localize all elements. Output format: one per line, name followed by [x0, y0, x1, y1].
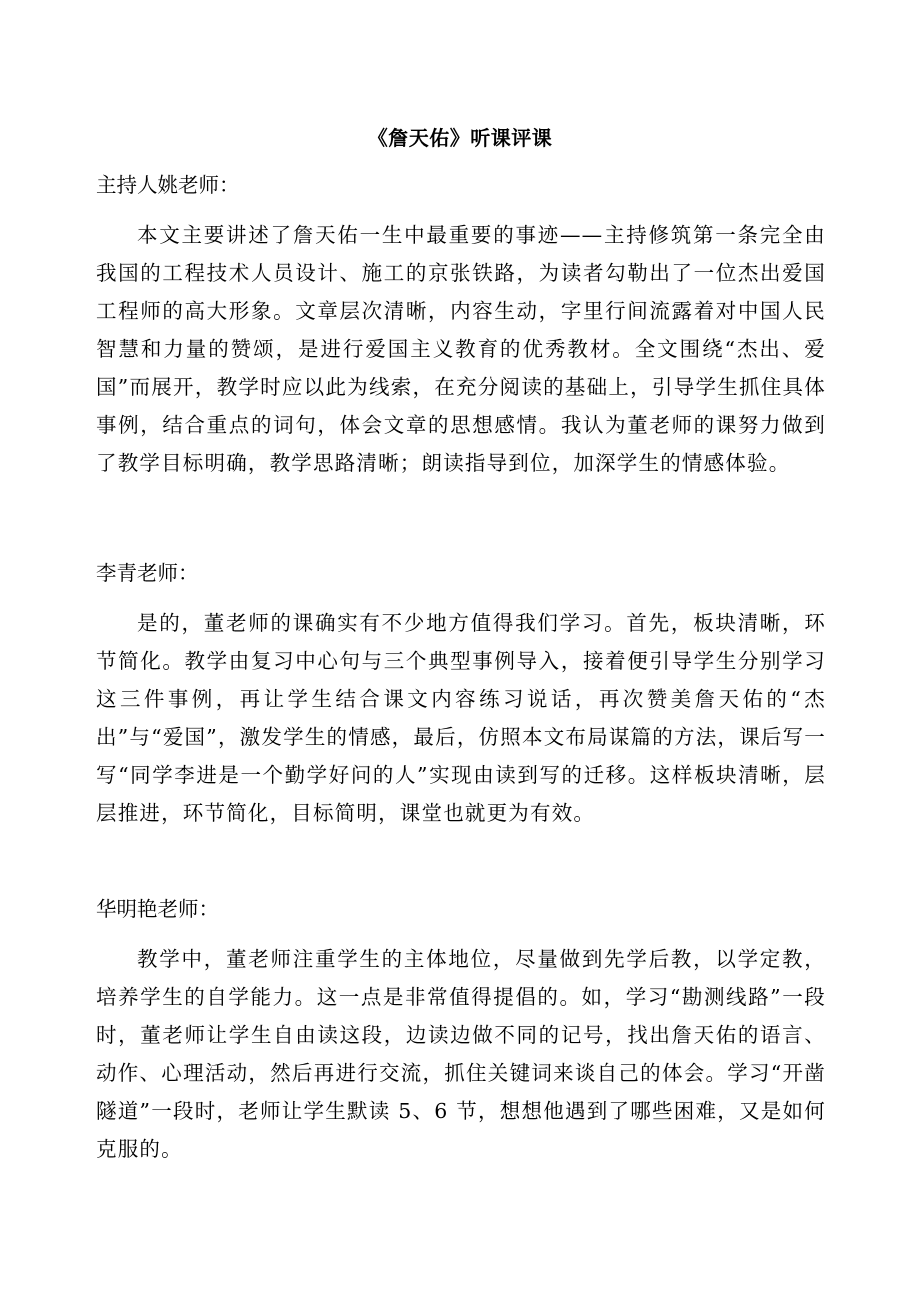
paragraph-text: 本文主要讲述了詹天佑一生中最重要的事迹——主持修筑第一条完全由我国的工程技术人员设计、施工的京张铁路，为读者勾勒出了一位杰出爱国工程师的高大形象。文章层次清晰，内容生动，字里行间流露着对中国人民智慧和力量的赞颂，是进行爱国主义教育的优秀教材。全文围绕“杰出、爱国”而展开，教学时应以此为线索，在充分阅读的基础上，引导学生抓住具体事例，结合重点的词句，体会文章的思想感情。我认为董老师的课努力做到了教学目标明确，教学思路清晰；朗读指导到位，加深学生的情感体验。	[96, 223, 826, 475]
paragraph-text: 是的，董老师的课确实有不少地方值得我们学习。首先，板块清晰，环节简化。教学由复习中心句与三个典型事例导入，接着便引导学生分别学习这三件事例，再让学生结合课文内容练习说话，再次赞美詹天佑的“杰出”与“爱国”，激发学生的情感，最后，仿照本文布局谋篇的方法，课后写一写“同学李进是一个勤学好问的人”实现由读到写的迁移。这样板块清晰，层层推进，环节简化，目标简明，课堂也就更为有效。	[96, 611, 826, 825]
speaker-hua-mingyan: 华明艳老师：	[96, 897, 219, 921]
paragraph-text: 教学中，董老师注重学生的主体地位，尽量做到先学后教，以学定教，培养学生的自学能力。这一点是非常值得提倡的。如，学习“勘测线路”一段时，董老师让学生自由读这段，边读边做不同的记号，找出詹天佑的语言、动作、心理活动，然后再进行交流，抓住关键词来谈自己的体会。学习“开凿隧道”一段时，老师让学生默读 5、6 节，想想他遇到了哪些困难，又是如何克服的。	[96, 947, 826, 1161]
paragraph-hua-mingyan	[96, 940, 826, 1168]
document-title: 《詹天佑》听课评课	[367, 126, 553, 150]
speaker-host-yao: 主持人姚老师：	[96, 173, 240, 197]
paragraph-host-yao	[96, 216, 826, 482]
speaker-li-qing: 李青老师：	[96, 561, 199, 585]
paragraph-li-qing	[96, 604, 826, 832]
